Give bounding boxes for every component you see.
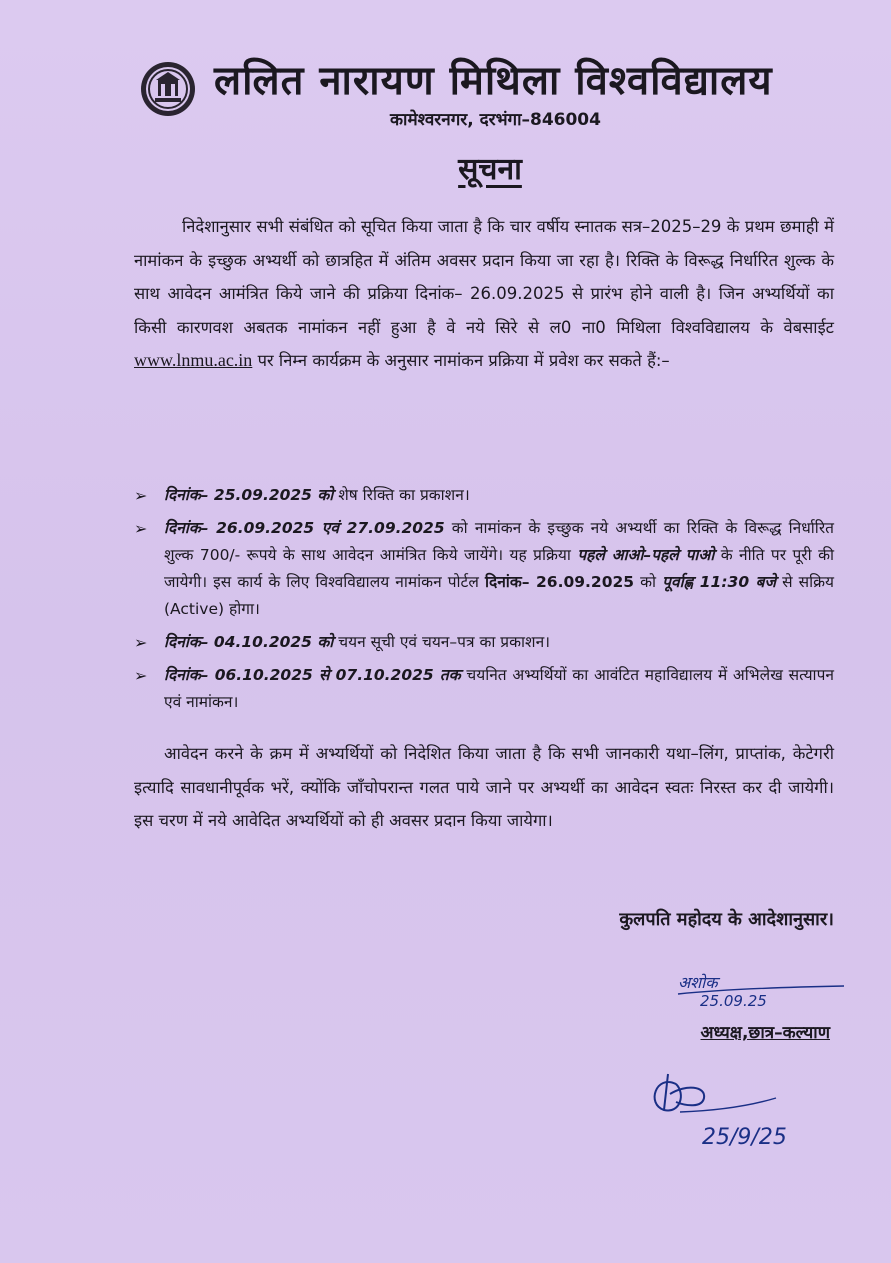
schedule-item [134, 482, 834, 509]
signature-ashok [676, 972, 846, 1012]
schedule-date: दिनांक– 06.10.2025 से 07.10.2025 तक [164, 666, 461, 684]
schedule-text: से सक्रिय (Active) होगा। [164, 573, 835, 618]
schedule-text: के नीति पर पूरी की जायेगी। इस कार्य के लिए विश्वविद्यालय नामांकन पोर्टल [164, 546, 834, 591]
schedule-emphasis: पूर्वाह्ण 11:30 बजे [662, 573, 776, 591]
schedule-list [134, 482, 834, 722]
university-seal-icon [139, 60, 197, 118]
website-link[interactable]: www.lnmu.ac.in [134, 350, 253, 370]
schedule-item [134, 629, 834, 656]
schedule-text: को [640, 573, 657, 591]
intro-paragraph [134, 210, 834, 378]
arrow-bullet-icon: ➢ [134, 666, 148, 685]
closing-line: कुलपति महोदय के आदेशानुसार। [619, 909, 834, 930]
intro-text: निदेशानुसार सभी संबंधित को सूचित किया जाता है कि चार वर्षीय स्नातक सत्र–2025–29 के प्रथम छमाही में नामांकन के इच्छुक अभ्यर्थी को छात्रहित में अंतिम अवसर प्रदान किया जा रहा है। रिक्ति के विरूद्ध निर्धारित शुल्क के साथ आवेदन आमंत्रित किये जाने की प्रक्रिया दिनांक– 26.09.2025 से प्रारंभ होने वाली है। जिन अभ्यर्थियों का किसी कारणवश अबतक नामांकन नहीं हुआ है वे नये सिरे से ल0 ना0 मिथिला विश्वविद्यालय के वेबसाईट [134, 217, 834, 337]
schedule-text: चयन सूची एवं चयन–पत्र का प्रकाशन। [338, 633, 551, 651]
schedule-text: को नामांकन के इच्छुक नये अभ्यर्थी का रिक्ति के विरूद्ध निर्धारित शुल्क 700/- रूपये के साथ आवेदन आमंत्रित किये जायेंगे। यह प्रक्रिया [164, 519, 834, 564]
arrow-bullet-icon: ➢ [134, 519, 148, 538]
schedule-text: शेष रिक्ति का प्रकाशन। [338, 486, 470, 504]
designation: अध्यक्ष,छात्र–कल्याण [700, 1023, 830, 1043]
signature-date: 25.09.25 [700, 992, 767, 1010]
arrow-bullet-icon: ➢ [134, 486, 148, 505]
university-name: ललित नारायण मिथिला विश्वविद्यालय [214, 57, 773, 104]
signature-name: अशोक [678, 973, 718, 992]
signature-date: 25/9/25 [702, 1125, 787, 1150]
schedule-date: दिनांक– 26.09.2025 एवं 27.09.2025 [164, 519, 445, 537]
schedule-date: दिनांक– 04.10.2025 को [164, 633, 334, 651]
instruction-paragraph: आवेदन करने के क्रम में अभ्यर्थियों को निदेशित किया जाता है कि सभी जानकारी यथा–लिंग, प्राप्तांक, केटेगरी इत्यादि सावधानीपूर्वक भरें, क्योंकि जाँचोपरान्त गलत पाये जाने पर अभ्यर्थी का आवेदन स्वतः निरस्त कर दी जायेगी। इस चरण में नये आवेदित अभ्यर्थियों को ही अवसर प्रदान किया जायेगा। [134, 744, 834, 830]
arrow-bullet-icon: ➢ [134, 633, 148, 652]
schedule-text: चयनित अभ्यर्थियों का आवंटित महाविद्यालय में अभिलेख सत्यापन एवं नामांकन। [164, 666, 834, 711]
schedule-emphasis: दिनांक– 26.09.2025 [484, 573, 635, 591]
intro-text-end: पर निम्न कार्यक्रम के अनुसार नामांकन प्रक्रिया में प्रवेश कर सकते हैं:– [257, 351, 670, 370]
notice-title: सूचना [458, 152, 522, 187]
schedule-date: दिनांक– 25.09.2025 को [164, 486, 334, 504]
university-address: कामेश्वरनगर, दरभंगा–846004 [390, 110, 601, 130]
schedule-item [134, 515, 834, 623]
signature-second [646, 1064, 836, 1156]
schedule-emphasis: पहले आओ–पहले पाओ [577, 546, 715, 564]
schedule-item [134, 662, 834, 716]
